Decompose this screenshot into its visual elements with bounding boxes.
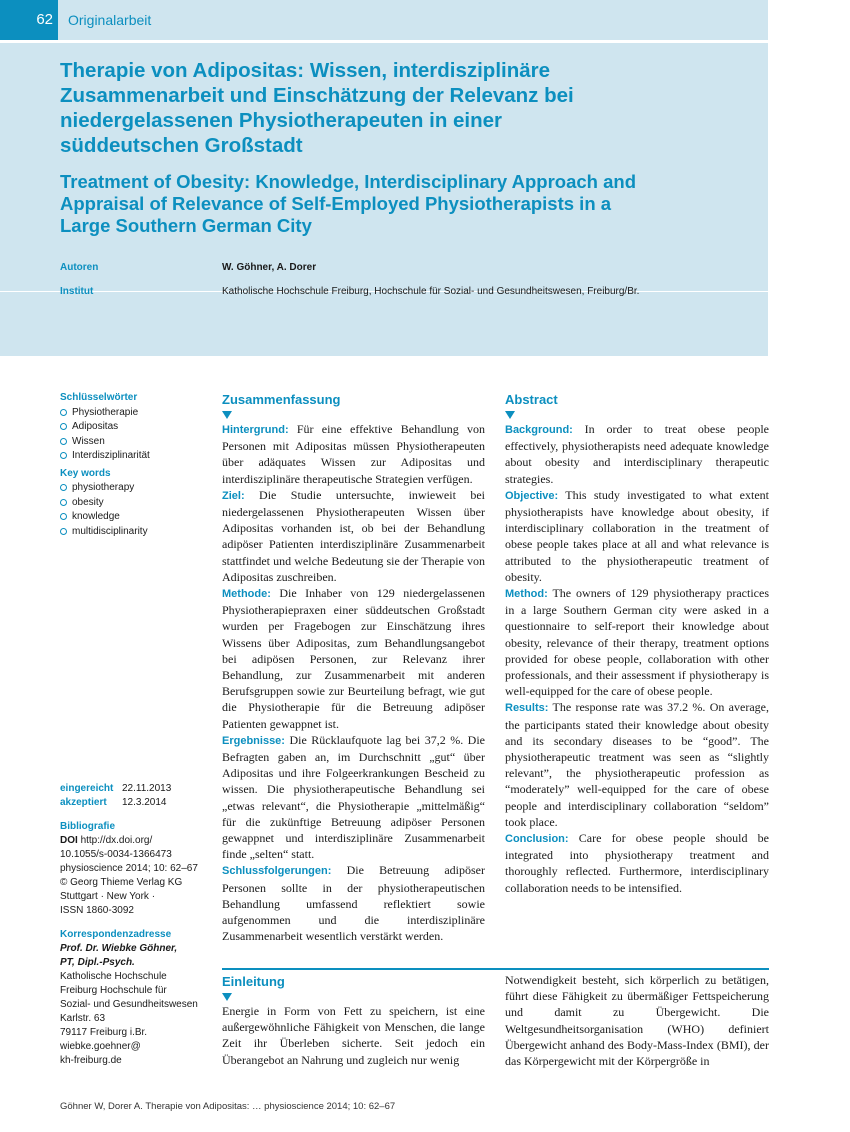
- issn: ISSN 1860-3092: [60, 905, 134, 916]
- introduction-heading: Einleitung: [222, 974, 285, 989]
- abstract-heading: Abstract: [505, 392, 558, 407]
- keyword-item: Interdisziplinarität: [60, 449, 150, 464]
- abstract-paragraph: Objective: This study investigated to what extent physiotherapists have knowledge about obesity, if interdisciplinary collaboration in the treatment of obese people takes place at all and what relevance is attributed to the physiotherapeutic treatment of obesity.: [505, 487, 769, 584]
- bullet-icon: [60, 499, 67, 506]
- bullet-icon: [60, 438, 67, 445]
- correspondence-heading: Korrespondenzadresse: [60, 929, 172, 940]
- bullet-icon: [60, 513, 67, 520]
- keywords-en-list: [60, 481, 150, 539]
- bullet-icon: [60, 484, 67, 491]
- keyword-item: obesity: [60, 496, 150, 511]
- address-line: 79117 Freiburg i.Br.: [60, 1027, 148, 1038]
- zusammenfassung-heading: Zusammenfassung: [222, 392, 341, 407]
- triangle-down-icon: [222, 993, 232, 1001]
- address-line: Karlstr. 63: [60, 1013, 106, 1024]
- address-line: Katholische Hochschule: [60, 971, 167, 982]
- bullet-icon: [60, 528, 67, 535]
- section-rule: [222, 968, 769, 970]
- doi-value: 10.1055/s-0034-1366473: [60, 849, 172, 860]
- accepted-row: akzeptiert 12.3.2014: [60, 797, 167, 808]
- publisher: © Georg Thieme Verlag KG: [60, 877, 183, 888]
- zusammenfassung: [222, 391, 485, 945]
- keyword-item: Wissen: [60, 435, 150, 450]
- abstract-paragraph: Methode: Die Inhaber von 129 niedergelassenen Physiotherapiepraxen einer süddeutschen Großstadt wurden per Fragebogen zur Einschätzung ihres Wissens über Adipositas, zum Behandlungsangebot bei adipösen Personen, zur Relevanz ihrer Behandlung, zur Zusammenarbeit mit anderen Berufsgruppen sowie zur Beurteilung befragt, wie gut die Physiotherapie für die Betreuung adipöser Patienten gewappnet ist.: [222, 586, 486, 731]
- publisher-location: Stuttgart · New York ·: [60, 891, 156, 902]
- keyword-item: physiotherapy: [60, 481, 150, 496]
- intro-paragraph: Energie in Form von Fett zu speichern, ist eine außergewöhnliche Fähigkeit von Menschen, die lange Zeit ihr Überleben sicherte. Seit jedoch ein Überangebot an Nahrung und zugleich nur wenig: [222, 1004, 485, 1067]
- keyword-item: multidisciplinarity: [60, 525, 150, 540]
- abstract-paragraph: Method: The owners of 129 physiotherapy practices in a large Southern German city were asked in a questionnaire to self-report their knowledge about obesity, relevance of their therapy, treatment options provided for obese people, collaboration with other professionals, and their assessment if physiotherapy is well-equipped for the care of obese people.: [505, 586, 769, 699]
- bibliography-heading: Bibliografie: [60, 821, 116, 832]
- keywords-de-list: [60, 406, 150, 464]
- email-line: kh-freiburg.de: [60, 1055, 122, 1066]
- abstract-paragraph: Results: The response rate was 37.2 %. On average, the participants stated their knowledge about obesity and its secondary diseases to be “good”. The physiotherapeutic treatment was seen as “slightly relevant”, the physiotherapeutic profession as “moderately” well-equipped for the care of obese people and interdisciplinary collaboration “seldom” took place.: [505, 700, 769, 829]
- triangle-down-icon: [222, 411, 232, 419]
- title-english: Treatment of Obesity: Knowledge, Interdisciplinary Approach and Appraisal of Relevance of Self-Employed Physiotherapists in a Large Southern German City: [60, 171, 636, 236]
- abstract-paragraph: Ziel: Die Studie untersuchte, inwieweit bei niedergelassenen Physiotherapeuten Wissen über Adipositas vorhanden ist, ob bei der Behandlung adipöser Patienten interdisziplinäre Zusammenarbeit stattfindet und welche Bedeutung sie der Therapie von Adipositas zuschreiben.: [222, 487, 485, 584]
- institute: Katholische Hochschule Freiburg, Hochschule für Sozial- und Gesundheitswesen, Freiburg/Br.: [222, 286, 640, 297]
- email-line: wiebke.goehner@: [60, 1041, 141, 1052]
- abstract-paragraph: Ergebnisse: Die Rücklaufquote lag bei 37,2 %. Die Befragten gaben an, im Durchschnitt „gut“ über Adipositas und ihre Folgeerkrankungen Bescheid zu wissen. Die physiotherapeutische Behandlung sei „etwas relevant“, die Physiotherapie „mittelmäßig“ für die zukünftige Betreuung adipöser Personen gewappnet und interdisziplinäre Zusammenarbeit finde „selten“ statt.: [222, 732, 486, 862]
- authors: W. Göhner, A. Dorer: [222, 262, 317, 273]
- intro-paragraph-continued: Notwendigkeit besteht, sich körperlich zu betätigen, führt diese Fähigkeit zu übermäßiger Fettspeicherung und damit zu Übergewicht. Die Weltgesundheitsorganisation (WHO) definiert Übergewicht anhand des Body-Mass-Index (BMI), der das Körpergewicht mit der Körpergröße in: [505, 973, 769, 1069]
- keyword-item: knowledge: [60, 510, 150, 525]
- address-line: Sozial- und Gesundheitswesen: [60, 999, 198, 1010]
- keyword-item: Physiotherapie: [60, 406, 150, 421]
- bullet-icon: [60, 409, 67, 416]
- abstract-paragraph: Background: In order to treat obese people effectively, physiotherapists need adequate knowledge about obesity and interdisciplinary therapeutic strategies.: [505, 422, 769, 486]
- keywords-de-heading: Schlüsselwörter: [60, 392, 138, 403]
- keywords-sidebar: [60, 391, 150, 539]
- doi-row: DOI http://dx.doi.org/: [60, 835, 153, 846]
- keywords-en-heading: Key words: [60, 467, 111, 479]
- introduction-left: [222, 973, 485, 1068]
- introduction-right: [505, 972, 769, 1069]
- triangle-down-icon: [505, 411, 515, 419]
- authors-label: Autoren: [60, 262, 99, 273]
- title-german: Therapie von Adipositas: Wissen, interdisziplinäre Zusammenarbeit und Einschätzung der Relevanz bei niedergelassenen Physiotherapeuten in einer süddeutschen Großstadt: [60, 59, 574, 157]
- page-footer: Göhner W, Dorer A. Therapie von Adipositas: … physioscience 2014; 10: 62–67: [60, 1101, 396, 1112]
- correspondence-title: PT, Dipl.-Psych.: [60, 957, 135, 968]
- correspondence-name: Prof. Dr. Wiebke Göhner,: [60, 943, 178, 954]
- citation: physioscience 2014; 10: 62–67: [60, 863, 198, 874]
- abstract: [505, 391, 769, 896]
- institute-label: Institut: [60, 286, 94, 297]
- section-label: Originalarbeit: [68, 12, 152, 28]
- abstract-paragraph: Schlussfolgerungen: Die Betreuung adipöser Personen sollte in der physiotherapeutischen Behandlung umfassend reflektiert sowie aufgenommen und die interdisziplinäre Zusammenarbeit wesentlich verstärkt werden.: [222, 863, 486, 944]
- address-line: Freiburg Hochschule für: [60, 985, 167, 996]
- bullet-icon: [60, 423, 67, 430]
- abstract-paragraph: Conclusion: Care for obese people should be integrated into physiotherapy treatment and thoroughly reflected. Furthermore, interdisciplinary collaboration needs to be intensified.: [505, 831, 769, 895]
- page-number: 62: [0, 0, 58, 40]
- article-info-sidebar: [60, 782, 198, 1068]
- bullet-icon: [60, 452, 67, 459]
- received-row: eingereicht 22.11.2013: [60, 783, 172, 794]
- abstract-paragraph: Hintergrund: Für eine effektive Behandlung von Personen mit Adipositas müssen Physiotherapeuten über adäquates Wissen zur Adipositas und interdisziplinäre therapeutische Strategien verfügen.: [222, 422, 485, 486]
- keyword-item: Adipositas: [60, 420, 150, 435]
